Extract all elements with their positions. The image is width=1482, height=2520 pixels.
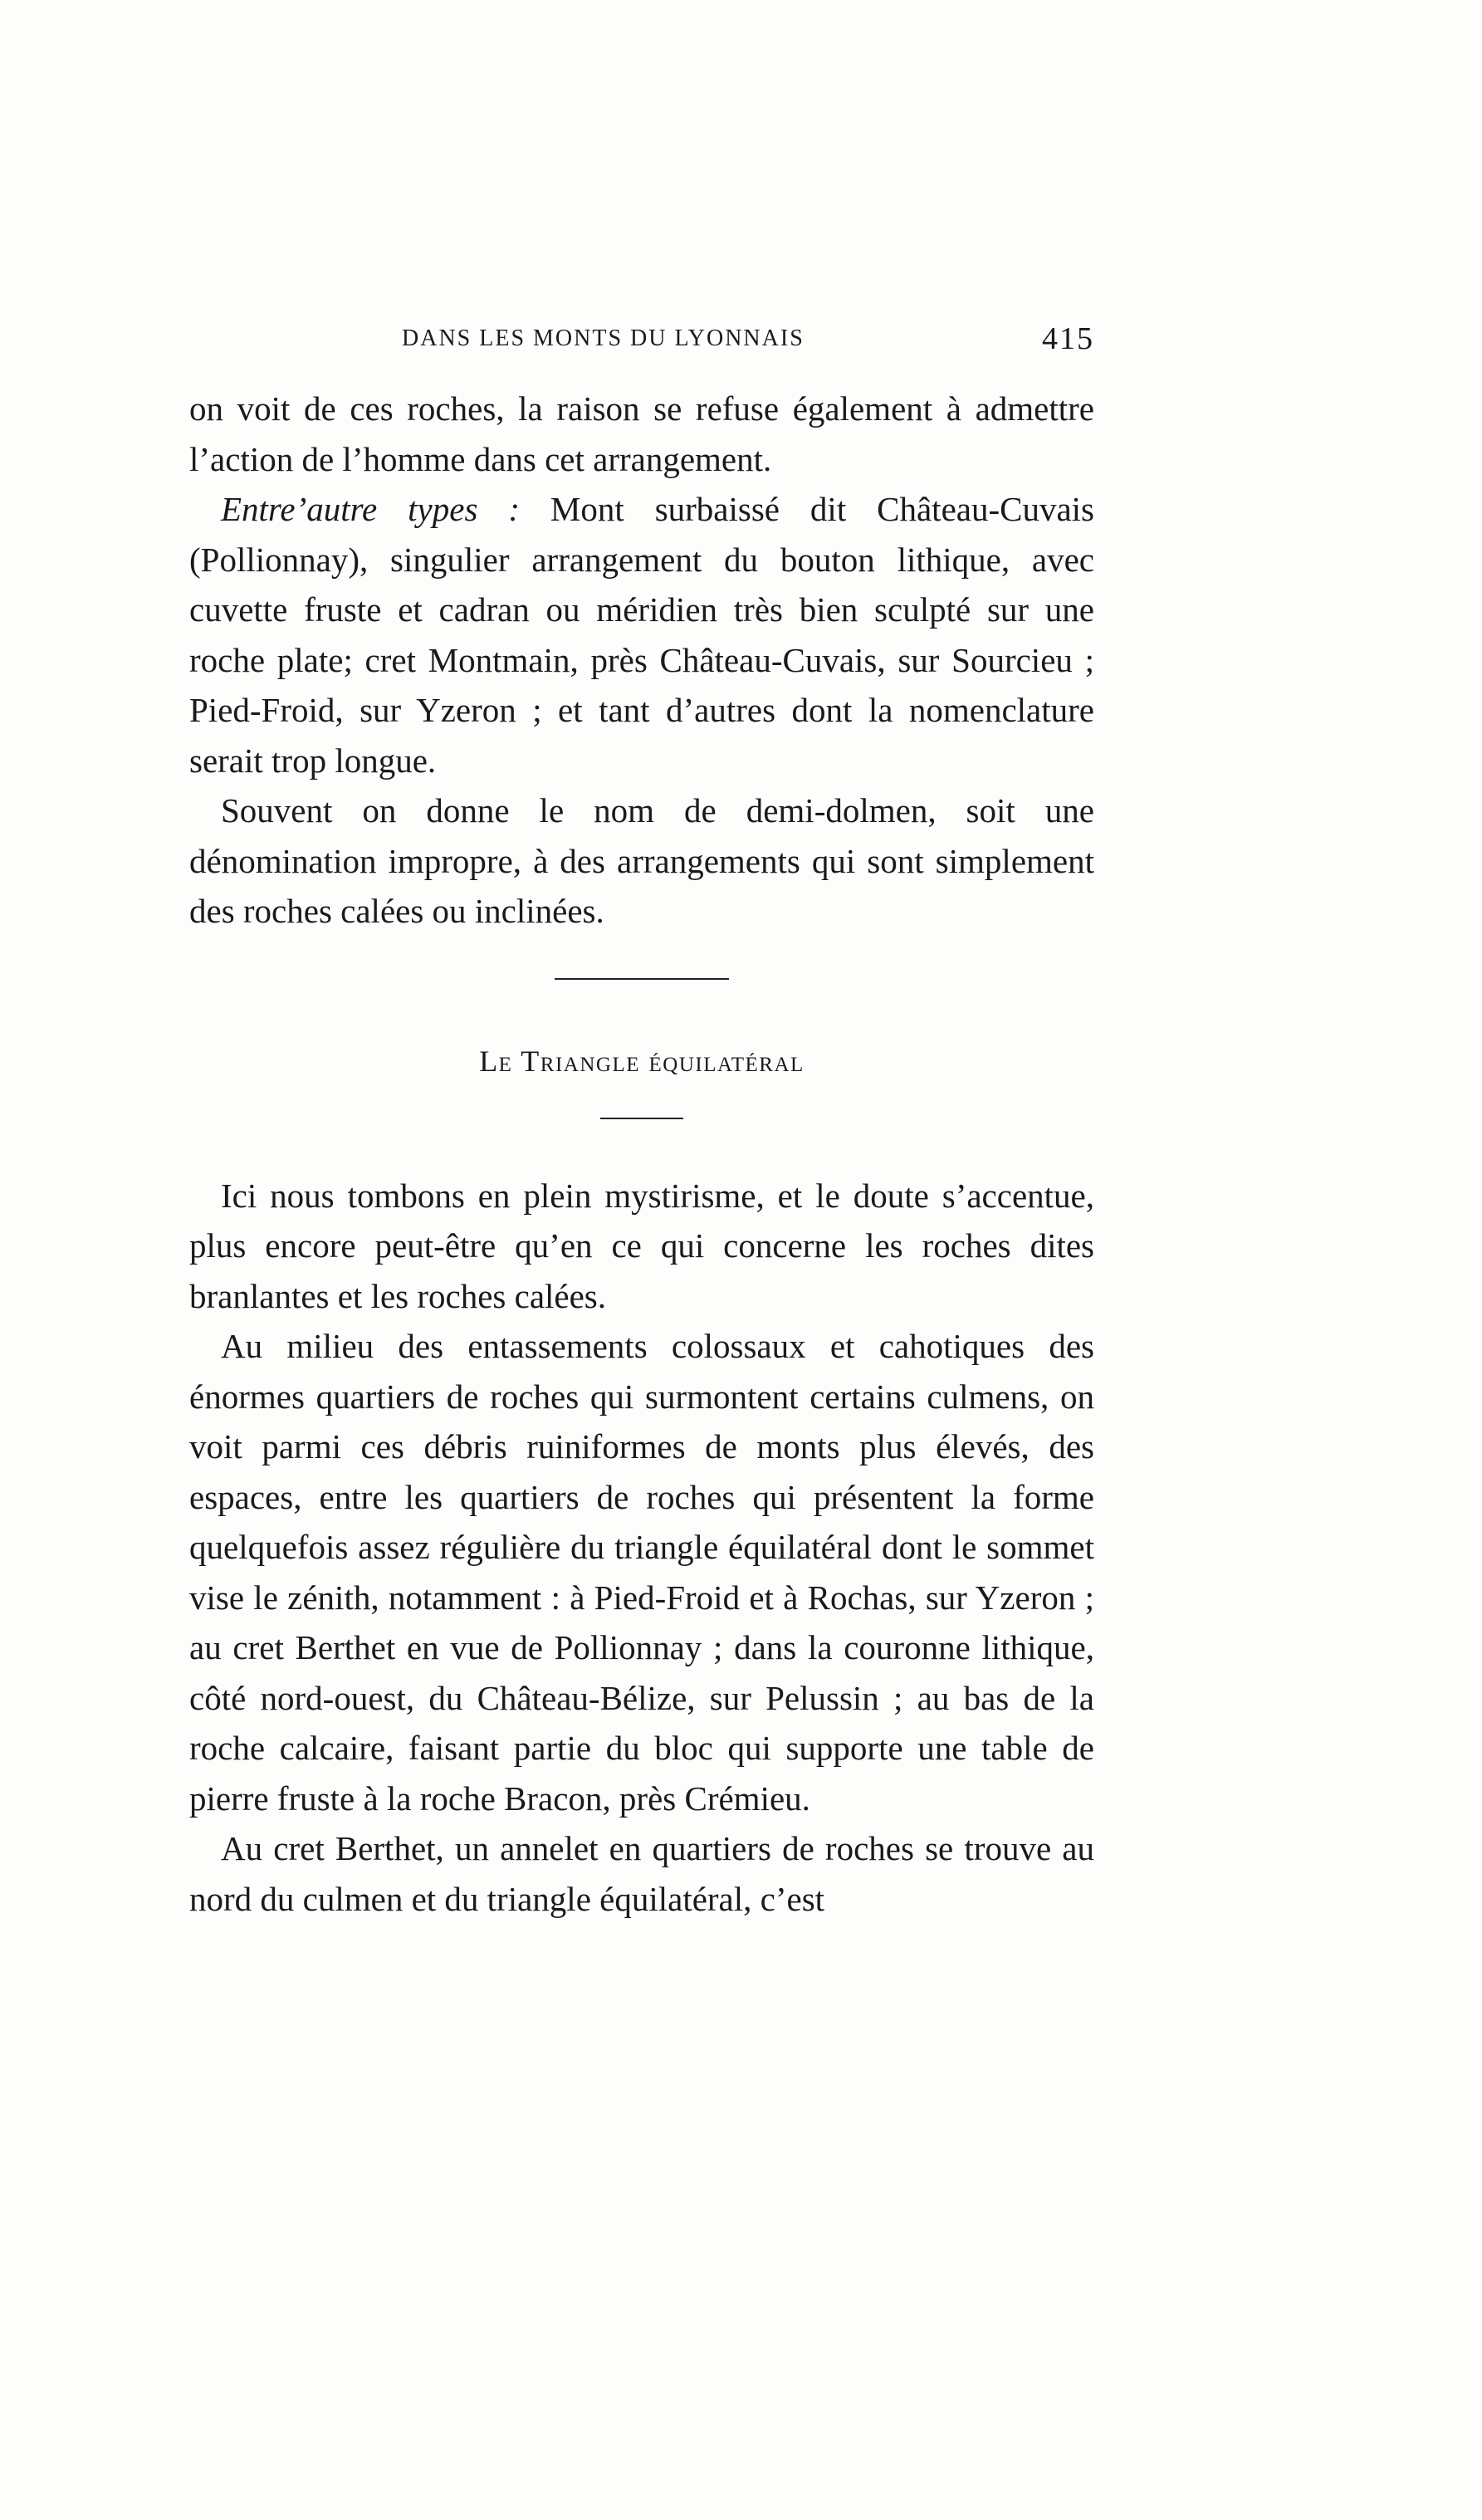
paragraph-text: Souvent on donne le nom de demi-dolmen, soit une dénomination impropre, à des arrangements qui sont simplement des roches calées ou inclinées. [189,791,1094,930]
section-divider-rule [555,978,729,980]
paragraph-text: Au milieu des entassements colossaux et cahotiques des énormes quartiers de roches qui surmontent certains culmens, on voit parmi ces débris ruiniformes de monts plus élevés, des espaces, entre les quartiers de roches qui présentent la forme quelquefois assez régulière du triangle équilatéral dont le sommet vise le zénith, notamment : à Pied-Froid et à Rochas, sur Yzeron ; au cret Berthet en vue de Pollionnay ; dans la couronne lithique, côté nord-ouest, du Château-Bélize, sur Pelussin ; au bas de la roche calcaire, faisant partie du bloc qui supporte une table de pierre fruste à la roche Bracon, près Crémieu. [189,1327,1094,1818]
running-head [189,321,1094,367]
body-text [189,384,1094,1924]
paragraph-text: Mont surbaissé dit Château-Cuvais (Pollionnay), singulier arrangement du bouton lithique, avec cuvette fruste et cadran ou méridien très bien sculpté sur une roche plate; cret Montmain, près Château-Cuvais, sur Sourcieu ; Pied-Froid, sur Yzeron ; et tant d’autres dont la nomenclature serait trop longue. [189,490,1095,780]
paragraph-mysticism [189,1171,1094,1322]
paragraph-text: Au cret Berthet, un annelet en quartiers de roches se trouve au nord du culmen et du triangle équilatéral, c’est [189,1829,1094,1918]
paragraph-types [189,484,1094,785]
paragraph-text: Ici nous tombons en plein mystirisme, et le doute s’accentue, plus encore peut-être qu’en ce qui concerne les roches dites branlantes et les roches calées. [189,1176,1094,1315]
page-number: 415 [1042,321,1094,356]
paragraph-continuation [189,384,1094,484]
paragraph-demi-dolmen [189,785,1094,937]
paragraph-lead-italic: Entre’autre types : [221,490,520,528]
paragraph-text: on voit de ces roches, la raison se refuse également à admettre l’action de l’homme dans cet arrangement. [189,389,1094,478]
paragraph-entassements [189,1321,1094,1823]
paragraph-cret-berthet [189,1823,1094,1924]
running-title: DANS LES MONTS DU LYONNAIS [402,325,805,351]
section-title: Le Triangle équilatéral [479,1044,805,1078]
section-title-rule [600,1118,683,1119]
